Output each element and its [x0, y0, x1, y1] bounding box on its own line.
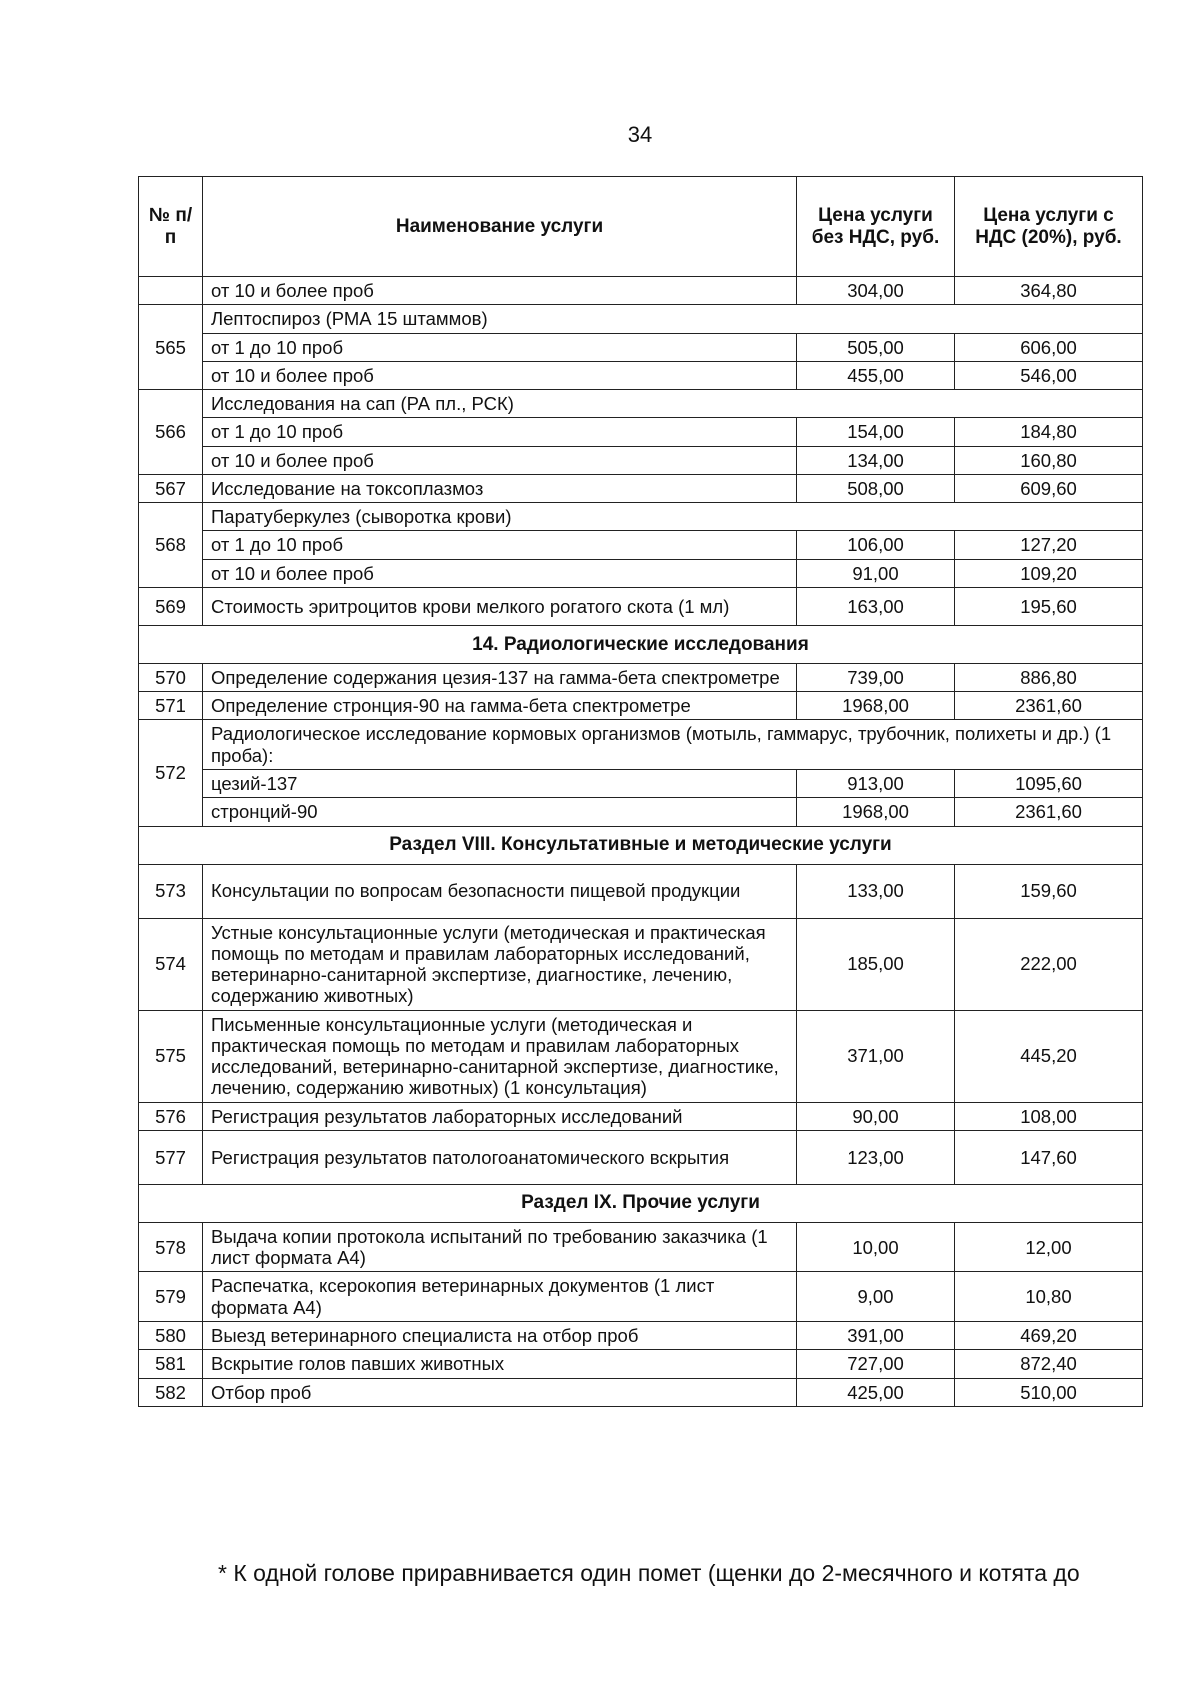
service-name: Распечатка, ксерокопия ветеринарных документов (1 лист формата А4): [203, 1272, 797, 1322]
price-vat: 108,00: [955, 1102, 1143, 1130]
price-vat: 160,80: [955, 446, 1143, 474]
group-title: Радиологическое исследование кормовых организмов (мотыль, гаммарус, трубочник, полихеты и др.) (1 проба):: [203, 720, 1143, 770]
price-no-vat: 391,00: [797, 1321, 955, 1349]
table-row: [139, 720, 1143, 770]
service-name: от 1 до 10 проб: [203, 418, 797, 446]
price-vat: 510,00: [955, 1378, 1143, 1406]
header-name: Наименование услуги: [203, 177, 797, 277]
table-row: [139, 503, 1143, 531]
page-number: 34: [627, 122, 653, 147]
header-price-no-vat: Цена услуги без НДС, руб.: [797, 177, 955, 277]
price-vat: 609,60: [955, 474, 1143, 502]
header-num: № п/п: [139, 177, 203, 277]
row-number: 571: [139, 692, 203, 720]
section-row: [139, 826, 1143, 864]
row-number: 567: [139, 474, 203, 502]
table-row: [139, 663, 1143, 691]
price-vat: 606,00: [955, 333, 1143, 361]
row-number: 578: [139, 1222, 203, 1272]
price-vat: 364,80: [955, 277, 1143, 305]
table-row: [139, 390, 1143, 418]
table-row: [139, 531, 1143, 559]
table-row: [139, 1272, 1143, 1322]
row-number: [139, 277, 203, 305]
price-vat: 159,60: [955, 864, 1143, 918]
table-row: [139, 333, 1143, 361]
service-name: Исследование на токсоплазмоз: [203, 474, 797, 502]
table-row: [139, 277, 1143, 305]
table-row: [139, 418, 1143, 446]
price-no-vat: 371,00: [797, 1010, 955, 1102]
table-row: [139, 1378, 1143, 1406]
row-number: 565: [139, 305, 203, 390]
price-no-vat: 739,00: [797, 663, 955, 691]
table-header-row: [139, 177, 1143, 277]
header-price-vat: Цена услуги с НДС (20%), руб.: [955, 177, 1143, 277]
row-number: 577: [139, 1130, 203, 1184]
footnote: * К одной голове приравнивается один помет (щенки до 2-месячного и котята до: [218, 1560, 1080, 1586]
price-no-vat: 134,00: [797, 446, 955, 474]
price-no-vat: 913,00: [797, 769, 955, 797]
row-number: 570: [139, 663, 203, 691]
table-row: [139, 1130, 1143, 1184]
row-number: 568: [139, 503, 203, 588]
service-name: Регистрация результатов патологоанатомического вскрытия: [203, 1130, 797, 1184]
table-body: [139, 277, 1143, 1407]
table-row: [139, 798, 1143, 826]
service-name: Отбор проб: [203, 1378, 797, 1406]
service-name: Определение стронция-90 на гамма-бета спектрометре: [203, 692, 797, 720]
service-name: Стоимость эритроцитов крови мелкого рогатого скота (1 мл): [203, 587, 797, 625]
price-vat: 445,20: [955, 1010, 1143, 1102]
price-vat: 127,20: [955, 531, 1143, 559]
service-name: Выдача копии протокола испытаний по требованию заказчика (1 лист формата А4): [203, 1222, 797, 1272]
table-row: [139, 769, 1143, 797]
service-name: Выезд ветеринарного специалиста на отбор проб: [203, 1321, 797, 1349]
price-no-vat: 106,00: [797, 531, 955, 559]
price-vat: 2361,60: [955, 798, 1143, 826]
section-title: 14. Радиологические исследования: [139, 625, 1143, 663]
price-vat: 1095,60: [955, 769, 1143, 797]
service-name: стронций-90: [203, 798, 797, 826]
price-no-vat: 154,00: [797, 418, 955, 446]
service-name: от 1 до 10 проб: [203, 531, 797, 559]
group-title: Паратуберкулез (сыворотка крови): [203, 503, 1143, 531]
section-title: Раздел VIII. Консультативные и методические услуги: [139, 826, 1143, 864]
table-row: [139, 1321, 1143, 1349]
service-name: от 10 и более проб: [203, 361, 797, 389]
price-no-vat: 508,00: [797, 474, 955, 502]
price-no-vat: 304,00: [797, 277, 955, 305]
price-no-vat: 185,00: [797, 918, 955, 1010]
price-no-vat: 90,00: [797, 1102, 955, 1130]
group-title: Исследования на сап (РА пл., РСК): [203, 390, 1143, 418]
price-vat: 147,60: [955, 1130, 1143, 1184]
service-name: Определение содержания цезия-137 на гамма-бета спектрометре: [203, 663, 797, 691]
table-row: [139, 1102, 1143, 1130]
row-number: 576: [139, 1102, 203, 1130]
price-no-vat: 425,00: [797, 1378, 955, 1406]
row-number: 581: [139, 1350, 203, 1378]
service-name: Вскрытие голов павших животных: [203, 1350, 797, 1378]
price-vat: 469,20: [955, 1321, 1143, 1349]
price-vat: 184,80: [955, 418, 1143, 446]
row-number: 582: [139, 1378, 203, 1406]
price-no-vat: 133,00: [797, 864, 955, 918]
row-number: 580: [139, 1321, 203, 1349]
table-row: [139, 305, 1143, 333]
section-row: [139, 625, 1143, 663]
row-number: 579: [139, 1272, 203, 1322]
table-row: [139, 587, 1143, 625]
table-row: [139, 559, 1143, 587]
service-name: от 10 и более проб: [203, 277, 797, 305]
price-no-vat: 91,00: [797, 559, 955, 587]
service-name: от 1 до 10 проб: [203, 333, 797, 361]
service-name: цезий-137: [203, 769, 797, 797]
service-name: от 10 и более проб: [203, 446, 797, 474]
price-no-vat: 505,00: [797, 333, 955, 361]
section-title: Раздел IX. Прочие услуги: [139, 1184, 1143, 1222]
price-vat: 2361,60: [955, 692, 1143, 720]
table-row: [139, 1350, 1143, 1378]
table-row: [139, 864, 1143, 918]
table-row: [139, 474, 1143, 502]
price-no-vat: 1968,00: [797, 692, 955, 720]
service-name: Письменные консультационные услуги (методическая и практическая помощь по методам и правилам лабораторных исследований, ветеринарно-санитарной экспертизе, диагностике, лечению, содержанию животных) (1 консультация): [203, 1010, 797, 1102]
price-no-vat: 9,00: [797, 1272, 955, 1322]
price-vat: 109,20: [955, 559, 1143, 587]
price-table: [138, 176, 1143, 1407]
service-name: Регистрация результатов лабораторных исследований: [203, 1102, 797, 1130]
price-vat: 10,80: [955, 1272, 1143, 1322]
table-row: [139, 692, 1143, 720]
table-row: [139, 918, 1143, 1010]
price-no-vat: 1968,00: [797, 798, 955, 826]
table-row: [139, 1222, 1143, 1272]
price-no-vat: 727,00: [797, 1350, 955, 1378]
section-row: [139, 1184, 1143, 1222]
row-number: 575: [139, 1010, 203, 1102]
table-row: [139, 1010, 1143, 1102]
price-no-vat: 10,00: [797, 1222, 955, 1272]
group-title: Лептоспироз (РМА 15 штаммов): [203, 305, 1143, 333]
row-number: 566: [139, 390, 203, 475]
price-no-vat: 455,00: [797, 361, 955, 389]
row-number: 572: [139, 720, 203, 826]
price-vat: 886,80: [955, 663, 1143, 691]
price-vat: 546,00: [955, 361, 1143, 389]
row-number: 574: [139, 918, 203, 1010]
row-number: 573: [139, 864, 203, 918]
price-no-vat: 163,00: [797, 587, 955, 625]
price-vat: 195,60: [955, 587, 1143, 625]
price-vat: 872,40: [955, 1350, 1143, 1378]
price-vat: 222,00: [955, 918, 1143, 1010]
service-name: от 10 и более проб: [203, 559, 797, 587]
service-name: Устные консультационные услуги (методическая и практическая помощь по методам и правилам лабораторных исследований, ветеринарно-санитарной экспертизе, диагностике, лечению, содержанию животных): [203, 918, 797, 1010]
price-vat: 12,00: [955, 1222, 1143, 1272]
service-name: Консультации по вопросам безопасности пищевой продукции: [203, 864, 797, 918]
price-no-vat: 123,00: [797, 1130, 955, 1184]
table-row: [139, 361, 1143, 389]
row-number: 569: [139, 587, 203, 625]
table-row: [139, 446, 1143, 474]
